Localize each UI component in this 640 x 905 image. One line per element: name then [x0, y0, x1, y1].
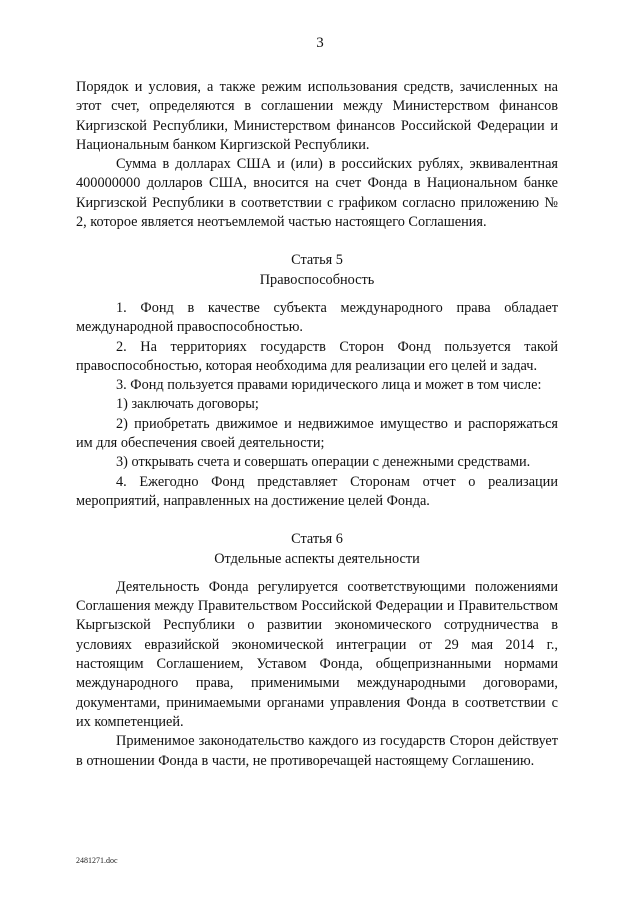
article-number: Статья 5 — [291, 252, 343, 269]
article-item: 4. Ежегодно Фонд представляет Сторонам отчет о реализации мероприятий, направленных на достижение целей Фонда. — [76, 473, 558, 509]
article-subitem: 3) открывать счета и совершать операции с денежными средствами. — [116, 454, 531, 471]
file-name: 2481271.doc — [76, 856, 118, 865]
article-title: Отдельные аспекты деятельности — [214, 550, 420, 567]
page-number: 3 — [316, 35, 324, 51]
article-item: 1. Фонд в качестве субъекта международного права обладает международной правоспособностью. — [76, 299, 558, 336]
article-number: Статья 6 — [291, 531, 343, 548]
paragraph: Применимое законодательство каждого из государств Сторон действует в отношении Фонда в части, не противоречащей настоящему Соглашению. — [76, 733, 558, 769]
paragraph: Деятельность Фонда регулируется соответствующими положениями Соглашения между Правительством Российской Федерации и Правительством Кыргызской Республики о развитии экономического сотрудничества в условиях евразийской экономической интеграции от 29 мая 2014 г., настоящим Соглашением, Уставом Фонда, общепризнанными нормами международного права, применимыми международными договорами, документами, принимаемыми органами управления Фонда в соответствии с их компетенцией. — [76, 578, 558, 730]
paragraph: Порядок и условия, а также режим использования средств, зачисленных на этот счет, определяются в соглашении между Министерством финансов Киргизской Республики, Министерством финансов Российской Федерации и Национальным банком Киргизской Республики. — [76, 79, 558, 153]
article-item: 3. Фонд пользуется правами юридического лица и может в том числе: — [116, 377, 542, 394]
article-subitem: 1) заключать договоры; — [116, 396, 259, 413]
article-subitem: 2) приобретать движимое и недвижимое имущество и распоряжаться им для обеспечения своей деятельности; — [76, 415, 558, 452]
paragraph: Сумма в долларах США и (или) в российских рублях, эквивалентная 400000000 долларов США, вносится на счет Фонда в Национальном банке Киргизской Республики в соответствии с графиком согласно приложению № 2, которое является неотъемлемой частью настоящего Соглашения. — [76, 156, 558, 231]
document-body — [76, 78, 558, 771]
article-item: 2. На территориях государств Сторон Фонд пользуется такой правоспособностью, которая необходима для реализации его целей и задач. — [76, 338, 558, 374]
article-title: Правоспособность — [259, 271, 375, 288]
